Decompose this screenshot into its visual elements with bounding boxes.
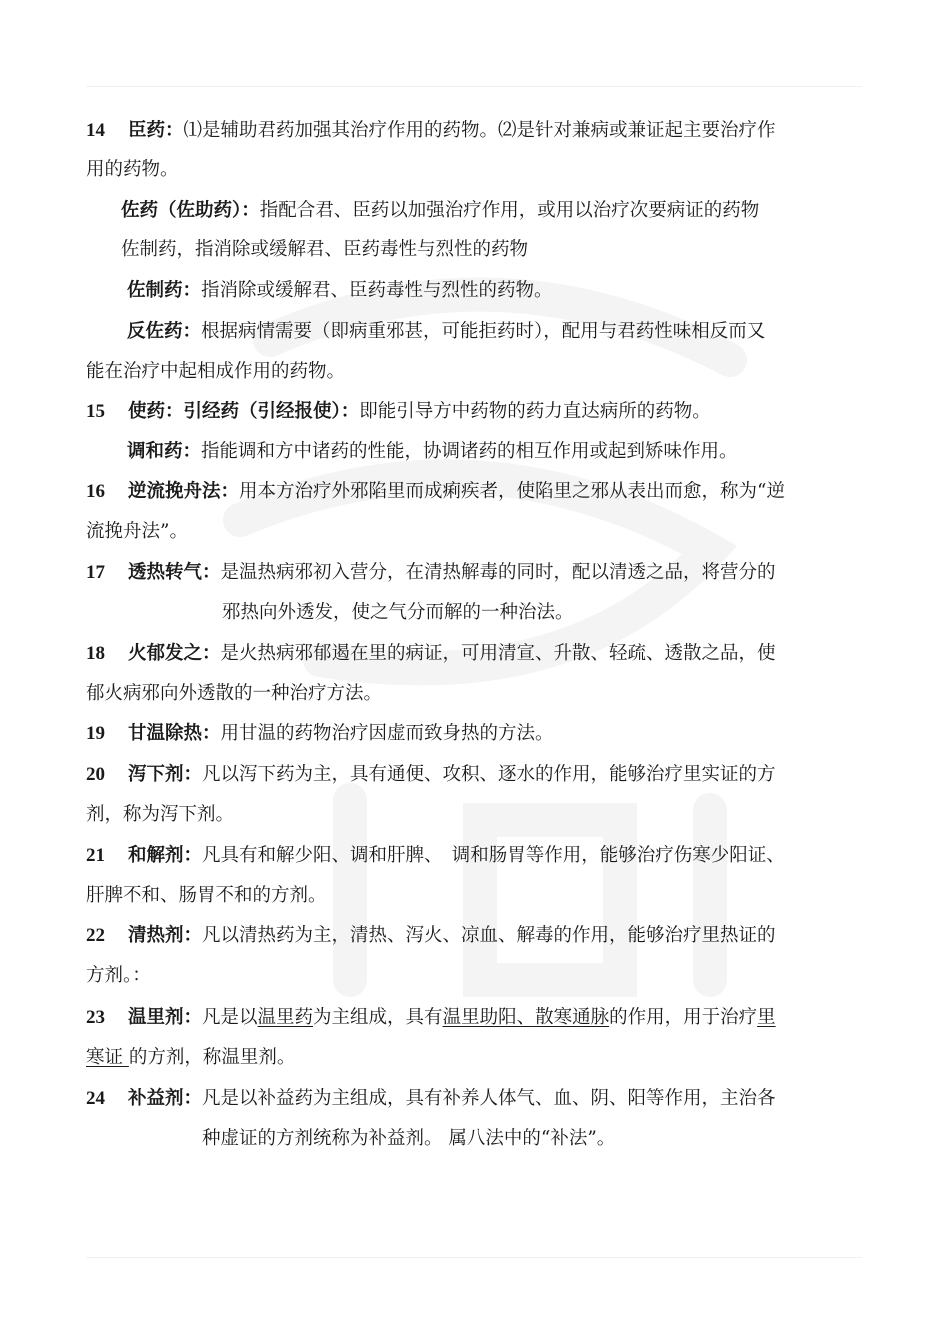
entry-term: 清热剂： [128,925,203,946]
entry-21-line-1 [86,843,785,869]
underlined-text: 温里助阳、散寒通脉 [442,1007,610,1028]
entry-term: 逆流挽舟法： [128,481,240,502]
entry-text: 郁火病邪向外透散的一种治疗方法。 [86,683,383,704]
entry-15-line-1 [86,399,711,425]
entry-number: 22 [86,925,105,946]
entry-text: 流挽舟法”。 [86,521,188,542]
entry-term: 和解剂： [128,845,203,866]
entry-22-line-2 [86,963,151,989]
entry-text: 用甘温的药物治疗因虚而致身热的方法。 [220,723,554,744]
entry-18-line-1 [86,641,776,667]
entry-text: 是火热病邪郁遏在里的病证，可用清宣、升散、轻疏、透散之品，使 [220,643,776,664]
entry-text: 种虚证的方剂统称为补益剂。 属八法中的“补法”。 [202,1128,616,1149]
entry-text: 凡是以 [202,1007,258,1028]
tiaohe-line-1 [127,439,738,465]
entry-term: 反佐药： [127,321,202,342]
entry-19-line-1 [86,721,554,747]
fanzuo-line-2 [86,359,345,385]
entry-text: 凡具有和解少阳、调和肝脾、 调和肠胃等作用，能够治疗伤寒少阳证、 [202,845,785,866]
entry-term: 佐制药： [127,280,202,301]
entry-text: 的方剂，称温里剂。 [128,1047,296,1068]
entry-text: 剂，称为泻下剂。 [86,804,235,825]
entry-number: 19 [86,723,105,744]
entry-text: 是温热病邪初入营分，在清热解毒的同时，配以清透之品，将营分的 [220,562,776,583]
entry-20-line-2 [86,802,234,828]
fanzuo-line-1 [127,319,765,345]
entry-text: 指配合君、臣药以加强治疗作用，或用以治疗次要病证的药物 [259,200,760,221]
entry-17-line-2 [222,600,574,626]
zuozhi-line-1 [127,278,553,304]
entry-number: 15 [86,401,105,422]
underlined-text: 寒证 [86,1047,129,1068]
underlined-text: 里 [757,1007,776,1028]
entry-text: 的作用，用于治疗 [609,1007,758,1028]
entry-text: 根据病情需要（即病重邪甚，可能拒药时），配用与君药性味相反而又 [201,321,766,342]
entry-term: 使药：引经药（引经报使）： [128,401,360,422]
entry-text: 邪热向外透发，使之气分而解的一种治法。 [222,602,574,623]
entry-text: 为主组成，具有 [313,1007,443,1028]
entry-text: 能在治疗中起相成作用的药物。 [86,361,346,382]
entry-22-line-1 [86,923,776,949]
entry-term: 透热转气： [128,562,221,583]
entry-term: 补益剂： [128,1088,203,1109]
underlined-text: 温里药 [257,1007,314,1028]
zuoyao-line-2 [121,237,528,263]
entry-term: 调和药： [127,441,202,462]
entry-term: 佐药（佐助药）： [121,200,260,221]
entry-term: 火郁发之： [128,643,221,664]
entry-text: 指消除或缓解君、臣药毒性与烈性的药物。 [201,280,553,301]
entry-number: 14 [86,120,105,141]
entry-text: 肝脾不和、肠胃不和的方剂。 [86,885,327,906]
entry-number: 21 [86,845,105,866]
entry-14-line-1 [86,118,776,144]
entry-16-line-1 [86,479,785,505]
footer-divider [86,1257,862,1258]
entry-term: 甘温除热： [128,723,221,744]
entry-text: 方剂。： [86,965,151,986]
entry-text: 即能引导方中药物的药力直达病所的药物。 [359,401,711,422]
entry-text: 指能调和方中诸药的性能，协调诸药的相互作用或起到矫味作用。 [201,441,738,462]
entry-text: 凡是以补益药为主组成，具有补养人体气、血、阴、阳等作用，主治各 [202,1088,776,1109]
entry-24-line-2 [202,1126,615,1152]
entry-18-line-2 [86,681,382,707]
entry-text: 凡以泻下药为主，具有通便、攻积、逐水的作用，能够治疗里实证的方 [202,764,776,785]
entry-number: 24 [86,1088,105,1109]
entry-text: 用本方治疗外邪陷里而成痢疾者，使陷里之邪从表出而愈，称为“逆 [239,481,785,502]
entry-term: 温里剂： [128,1007,203,1028]
entry-text: ⑴是辅助君药加强其治疗作用的药物。⑵是针对兼病或兼证起主要治疗作 [183,120,776,141]
entry-number: 16 [86,481,105,502]
zuoyao-line-1 [121,198,759,224]
header-divider [86,86,862,87]
entry-term: 泻下剂： [128,764,203,785]
entry-number: 18 [86,643,105,664]
entry-text: 用的药物。 [86,159,179,180]
entry-16-line-2 [86,519,188,545]
entry-number: 20 [86,764,105,785]
entry-17-line-1 [86,560,776,586]
entry-number: 23 [86,1007,105,1028]
entry-23-line-2 [86,1045,295,1071]
entry-term: 臣药： [128,120,184,141]
entry-21-line-2 [86,883,327,909]
entry-14-line-2 [86,157,179,183]
entry-text: 佐制药，指消除或缓解君、臣药毒性与烈性的药物 [121,239,529,260]
entry-number: 17 [86,562,105,583]
entry-20-line-1 [86,762,776,788]
entry-24-line-1 [86,1086,776,1112]
entry-text: 凡以清热药为主，清热、泻火、凉血、解毒的作用，能够治疗里热证的 [202,925,776,946]
entry-23-line-1 [86,1005,776,1031]
